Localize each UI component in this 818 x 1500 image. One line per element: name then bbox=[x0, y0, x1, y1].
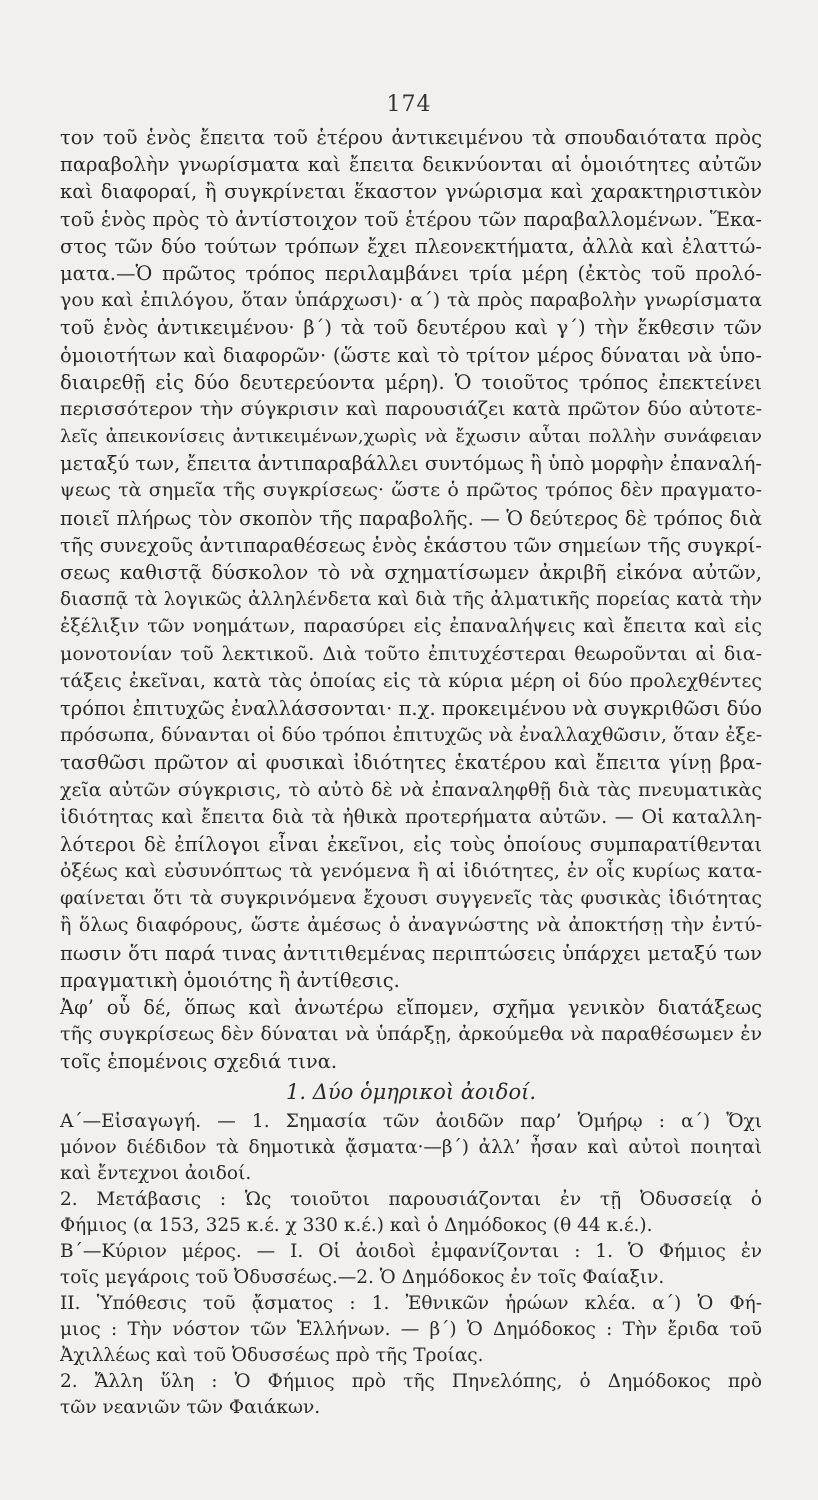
outline-item bbox=[60, 1239, 762, 1291]
text-line: ὀξέως καὶ εὐσυνόπτως τὰ γενόμενα ἢ αἱ ἰδιότητες, ἐν οἷς κυρίως κατα- bbox=[60, 860, 762, 883]
text-line: διασπᾷ τὰ λογικῶς ἀλληλένδετα καὶ διὰ τῆς ἀλματικῆς πορείας κατὰ τὴν bbox=[60, 589, 762, 611]
text-line: λότεροι δὲ ἐπίλογοι εἶναι ἐκεῖνοι, εἰς τοὺς ὁποίους συμπαρατίθενται bbox=[60, 832, 762, 856]
text-line: ἰδιότητας καὶ ἔπειτα διὰ τὰ ἠθικὰ προτερήματα αὐτῶν. — Οἱ καταλλη- bbox=[60, 805, 762, 828]
text-line: πωσιν ὅτι παρά τινας ἀντιτιθεμένας περιπτώσεις ὑπάρχει μεταξύ των bbox=[60, 941, 762, 965]
text-line: ποιεῖ πλήρως τὸν σκοπὸν τῆς παραβολῆς. — Ὁ δεύτερος δὲ τρόπος διὰ bbox=[60, 506, 762, 530]
text-line: ἐξέλιξιν τῶν νοημάτων, παρασύρει εἰς ἐπαναλήψεις καὶ ἔπειτα καὶ εἰς bbox=[60, 615, 762, 638]
text-line: τοῖς μεγάροις τοῦ Ὀδυσσέως.—2. Ὁ Δημόδοκος ἐν τοῖς Φαίαξιν. bbox=[60, 1266, 665, 1288]
paragraph bbox=[60, 994, 762, 1076]
text-line: Α΄—Εἰσαγωγή. — 1. Σημασία τῶν ἀοιδῶν παρ’ Ὁμήρῳ : α΄) Ὄχι bbox=[60, 1110, 762, 1132]
section-heading: 1. Δύο ὁμηρικοὶ ἀοιδοί. bbox=[286, 1079, 536, 1104]
text-line: μονοτονίαν τοῦ λεκτικοῦ. Διὰ τοῦτο ἐπιτυχέστεραι θεωροῦνται αἱ δια- bbox=[60, 642, 762, 665]
text-line: Φήμιος (α 153, 325 κ.έ. χ 330 κ.έ.) καὶ ὁ Δημόδοκος (θ 44 κ.έ.). bbox=[60, 1214, 653, 1236]
text-line: περισσότερον τὴν σύγκρισιν καὶ παρουσιάζει κατὰ πρῶτον δύο αὐτοτε- bbox=[60, 397, 762, 420]
body-text bbox=[60, 124, 762, 1421]
page-number: 174 bbox=[386, 92, 432, 117]
text-line: παραβολὴν γνωρίσματα καὶ ἔπειτα δεικνύονται αἱ ὁμοιότητες αὐτῶν bbox=[60, 153, 762, 177]
text-line: ματα.—Ὁ πρῶτος τρόπος περιλαμβάνει τρία μέρη (ἐκτὸς τοῦ προλό- bbox=[60, 261, 762, 285]
outline-item bbox=[60, 1187, 762, 1239]
text-line: ΙΙ. Ὑπόθεσις τοῦ ᾄσματος : 1. Ἐθνικῶν ἡρώων κλέα. α΄) Ὁ Φή- bbox=[60, 1292, 762, 1314]
text-line: τάξεις ἐκεῖναι, κατὰ τὰς ὁποίας εἰς τὰ κύρια μέρη οἱ δύο προλεχθέντες bbox=[60, 669, 762, 692]
text-line: πρόσωπα, δύνανται οἱ δύο τρόποι ἐπιτυχῶς νὰ ἐναλλαχθῶσιν, ὅταν ἐξε- bbox=[60, 724, 763, 747]
text-line: τοῖς ἑπομένοις σχεδιά τινα. bbox=[60, 1050, 338, 1074]
text-line: ὁμοιοτήτων καὶ διαφορῶν· (ὥστε καὶ τὸ τρίτον μέρος δύναται νὰ ὑπο- bbox=[60, 343, 762, 367]
outline-item bbox=[60, 1369, 762, 1421]
text-line: τοῦ ἑνὸς ἀντικειμένου· β΄) τὰ τοῦ δευτέρου καὶ γ΄) τὴν ἔκθεσιν τῶν bbox=[60, 316, 762, 340]
text-line: τον τοῦ ἑνὸς ἔπειτα τοῦ ἑτέρου ἀντικειμένου τὰ σπουδαιότατα πρὸς bbox=[60, 126, 762, 149]
text-line: γου καὶ ἐπιλόγου, ὅταν ὑπάρχωσι)· α΄) τὰ πρὸς παραβολὴν γνωρίσματα bbox=[60, 289, 762, 312]
text-line: λεῖς ἀπεικονίσεις ἀντικειμένων,χωρὶς νὰ ἔχωσιν αὗται πολλὴν συνάφειαν bbox=[60, 426, 762, 448]
text-line: 2. Ἄλλη ὕλη : Ὁ Φήμιος πρὸ τῆς Πηνελόπης, ὁ Δημόδοκος πρὸ bbox=[60, 1370, 762, 1392]
text-line: τῆς συγκρίσεως δὲν δύναται νὰ ὑπάρξῃ, ἀρκούμεθα νὰ παραθέσωμεν ἐν bbox=[60, 1023, 762, 1046]
text-line: τασθῶσι πρῶτον αἱ φυσικαὶ ἰδιότητες ἑκατέρου καὶ ἔπειτα γίνῃ βρα- bbox=[60, 751, 762, 775]
paragraph bbox=[60, 124, 762, 994]
text-line: χεῖα αὐτῶν σύγκρισις, τὸ αὐτὸ δὲ νὰ ἐπαναληφθῇ διὰ τὰς πνευματικὰς bbox=[60, 778, 762, 801]
text-line: τῶν νεανιῶν τῶν Φαιάκων. bbox=[60, 1396, 321, 1418]
text-line: μιος : Τὴν νόστον τῶν Ἑλλήνων. — β΄) Ὁ Δημόδοκος : Τὴν ἔριδα τοῦ bbox=[60, 1318, 762, 1340]
text-line: ἢ ὅλως διαφόρους, ὥστε ἀμέσως ὁ ἀναγνώστης νὰ ἀποκτήσῃ τὴν ἐντύ- bbox=[60, 914, 762, 937]
text-line: διαιρεθῇ εἰς δύο δευτερεύοντα μέρη). Ὁ τοιοῦτος τρόπος ἐπεκτείνει bbox=[60, 370, 762, 394]
prose-section bbox=[60, 124, 762, 1076]
text-line: μόνον διέδιδον τὰ δημοτικὰ ᾄσματα·—β΄) ἀλλ’ ἦσαν καὶ αὐτοὶ ποιηταὶ bbox=[60, 1136, 762, 1158]
text-line: ψεως τὰ σημεῖα τῆς συγκρίσεως· ὥστε ὁ πρῶτος τρόπος δὲν πραγματο- bbox=[60, 479, 762, 502]
text-line: καὶ διαφοραί, ἢ συγκρίνεται ἕκαστον γνώρισμα καὶ χαρακτηριστικὸν bbox=[60, 180, 762, 204]
outline-item bbox=[60, 1291, 762, 1369]
outline-section bbox=[60, 1109, 762, 1421]
outline-item bbox=[60, 1109, 762, 1187]
text-line: φαίνεται ὅτι τὰ συγκρινόμενα ἔχουσι συγγενεῖς τὰς φυσικὰς ἰδιότητας bbox=[60, 887, 762, 910]
text-line: μεταξύ των, ἔπειτα ἀντιπαραβάλλει συντόμως ἢ ὑπὸ μορφὴν ἐπαναλή- bbox=[60, 452, 762, 476]
text-line: 2. Μετάβασις : Ὡς τοιοῦτοι παρουσιάζονται ἐν τῇ Ὀδυσσείᾳ ὁ bbox=[60, 1188, 762, 1210]
text-line: τῆς συνεχοῦς ἀντιπαραθέσεως ἑνὸς ἑκάστου τῶν σημείων τῆς συγκρί- bbox=[60, 533, 762, 557]
text-line: στος τῶν δύο τούτων τρόπων ἔχει πλεονεκτήματα, ἀλλὰ καὶ ἐλαττώ- bbox=[60, 234, 762, 258]
text-line: Ἀφ’ οὗ δέ, ὅπως καὶ ἀνωτέρω εἴπομεν, σχῆμα γενικὸν διατάξεως bbox=[60, 996, 762, 1019]
text-line: τοῦ ἑνὸς πρὸς τὸ ἀντίστοιχον τοῦ ἑτέρου τῶν παραβαλλομένων. Ἕκα- bbox=[60, 207, 762, 231]
text-line: σεως καθιστᾷ δύσκολον τὸ νὰ σχηματίσωμεν ἀκριβῆ εἰκόνα αὐτῶν, bbox=[60, 561, 762, 584]
text-line: καὶ ἔντεχνοι ἀοιδοί. bbox=[60, 1162, 252, 1184]
text-line: πραγματικὴ ὁμοιότης ἢ ἀντίθεσις. bbox=[60, 968, 400, 992]
text-line: Ἀχιλλέως καὶ τοῦ Ὀδυσσέως πρὸ τῆς Τροίας. bbox=[60, 1344, 484, 1366]
text-line: Β΄—Κύριον μέρος. — Ι. Οἱ ἀοιδοὶ ἐμφανίζονται : 1. Ὁ Φήμιος ἐν bbox=[60, 1240, 762, 1262]
text-line: τρόποι ἐπιτυχῶς ἐναλλάσσονται· π.χ. προκειμένου νὰ συγκριθῶσι δύο bbox=[60, 696, 762, 720]
